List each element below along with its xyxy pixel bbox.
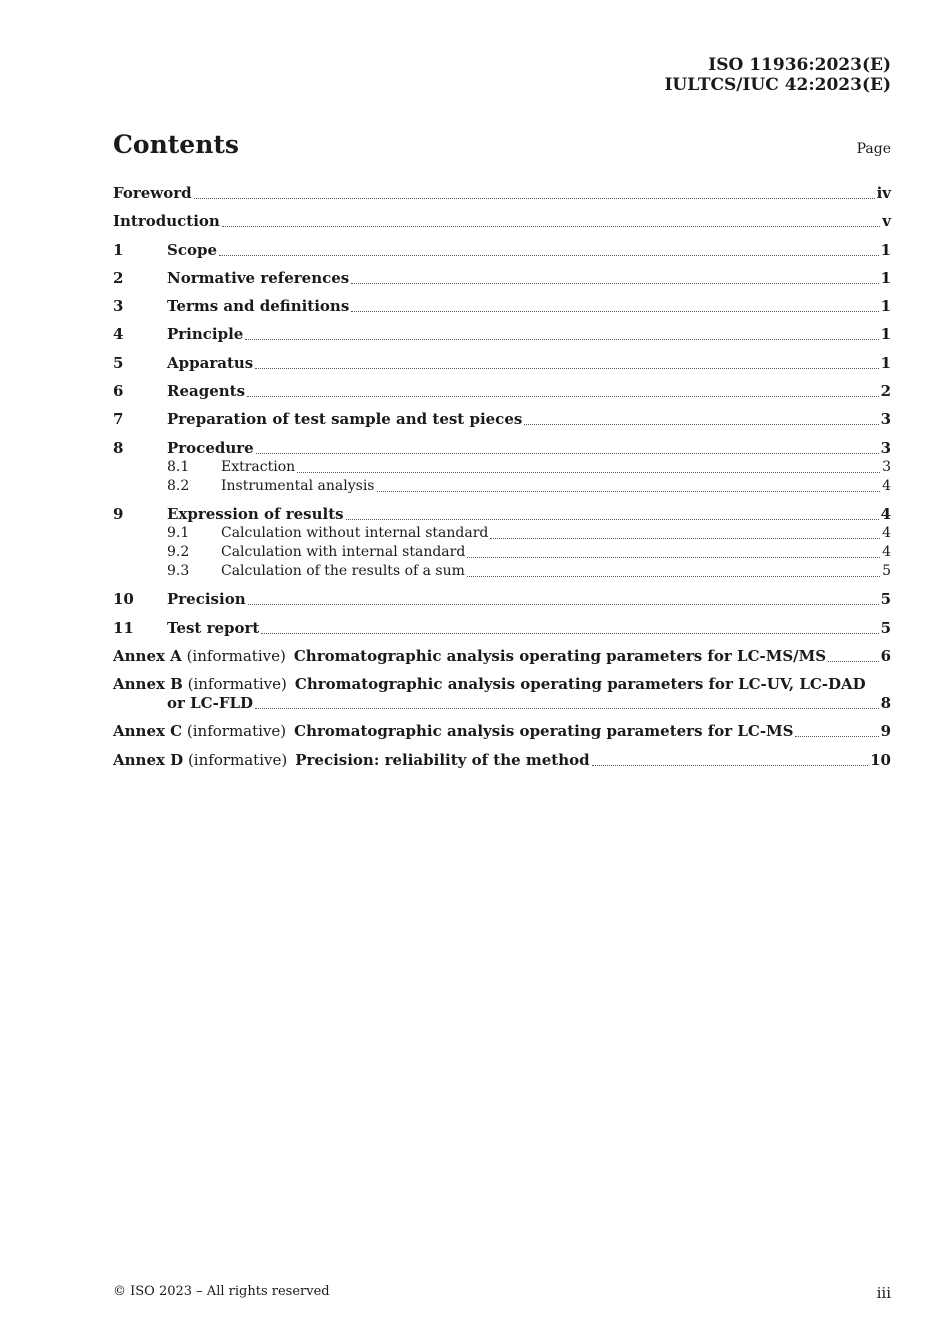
clause-number: 8 (113, 438, 124, 457)
standard-number-secondary: IULTCS/IUC 42:2023(E) (664, 75, 891, 95)
dot-leader (222, 226, 880, 227)
clause-number: 2 (113, 268, 124, 287)
toc-page: 8 (880, 694, 891, 713)
toc-entry-clause-9[interactable] (113, 505, 891, 524)
toc-page: 9 (880, 722, 891, 741)
page-number: iii (876, 1284, 891, 1302)
toc-page: 4 (882, 524, 891, 541)
toc-page: v (882, 212, 891, 231)
toc-label: Calculation without internal standard (221, 524, 489, 541)
dot-leader (377, 491, 881, 492)
dot-leader (255, 708, 879, 709)
title-row (113, 130, 891, 159)
annex-title: Chromatographic analysis operating parameters for LC-MS (294, 722, 794, 741)
annex-key: Annex C (113, 722, 183, 741)
dot-leader (255, 368, 878, 369)
toc-entry-clause-2[interactable] (113, 269, 891, 288)
subclause-number: 8.1 (167, 458, 190, 475)
dot-leader (297, 472, 880, 473)
toc-page: 5 (880, 618, 891, 637)
clause-number: 4 (113, 325, 124, 344)
toc-page: 1 (880, 353, 891, 372)
clause-number: 10 (113, 590, 134, 609)
toc-label: Precision (167, 590, 246, 609)
subclause-number: 8.2 (167, 477, 190, 494)
toc-page: 5 (880, 590, 891, 609)
toc-entry-introduction[interactable] (113, 212, 891, 231)
toc-label: Apparatus (167, 353, 254, 372)
toc-entry-annex-a[interactable] (113, 647, 891, 666)
table-of-contents (113, 184, 891, 770)
toc-label: Calculation with internal standard (221, 543, 466, 560)
dot-leader (194, 198, 875, 199)
toc-entry-clause-5[interactable] (113, 354, 891, 373)
dot-leader (247, 396, 879, 397)
toc-label: Scope (167, 240, 218, 259)
toc-page: 4 (882, 477, 891, 494)
dot-leader (351, 311, 878, 312)
annex-key: Annex A (113, 646, 182, 665)
toc-label: Test report (167, 618, 260, 637)
annex-type: (informative) (187, 750, 288, 769)
toc-entry-annex-b[interactable] (113, 675, 891, 694)
dot-leader (219, 255, 879, 256)
dot-leader (592, 765, 869, 766)
toc-entry-clause-1[interactable] (113, 241, 891, 260)
annex-type: (informative) (187, 675, 287, 694)
page-column-label: Page (856, 141, 891, 157)
toc-entry-annex-b-continued[interactable] (113, 694, 891, 713)
clause-number: 6 (113, 382, 124, 401)
toc-label: Procedure (167, 438, 254, 457)
toc-page: 1 (880, 240, 891, 259)
dot-leader (795, 736, 878, 737)
toc-entry-9-3[interactable] (113, 562, 891, 581)
dot-leader (256, 453, 879, 454)
toc-label: Expression of results (167, 504, 344, 523)
toc-entry-9-2[interactable] (113, 543, 891, 562)
toc-entry-clause-4[interactable] (113, 325, 891, 344)
clause-number: 9 (113, 504, 124, 523)
clause-number: 7 (113, 410, 124, 429)
toc-page: 2 (880, 382, 891, 401)
toc-page: iv (876, 184, 891, 202)
clause-number: 1 (113, 240, 124, 259)
dot-leader (351, 283, 878, 284)
toc-entry-clause-3[interactable] (113, 297, 891, 316)
dot-leader (346, 519, 879, 520)
toc-page: 4 (882, 543, 891, 560)
toc-entry-clause-7[interactable] (113, 410, 891, 429)
dot-leader (245, 339, 878, 340)
dot-leader (490, 538, 880, 539)
toc-entry-8-1[interactable] (113, 458, 891, 477)
toc-page: 3 (882, 458, 891, 475)
page-footer (113, 1284, 891, 1302)
annex-key: Annex D (113, 750, 184, 769)
toc-entry-foreword[interactable] (113, 184, 891, 203)
toc-label: Calculation of the results of a sum (221, 562, 465, 579)
toc-entry-clause-6[interactable] (113, 382, 891, 401)
toc-label: Principle (167, 325, 244, 344)
toc-entry-annex-d[interactable] (113, 751, 891, 770)
subclause-number: 9.2 (167, 543, 190, 560)
annex-key: Annex B (113, 675, 183, 694)
dot-leader (524, 424, 878, 425)
toc-label: Introduction (113, 212, 220, 231)
toc-entry-9-1[interactable] (113, 524, 891, 543)
toc-label: Normative references (167, 268, 350, 287)
toc-page: 1 (880, 325, 891, 344)
toc-label: Terms and definitions (167, 297, 350, 316)
toc-entry-clause-8[interactable] (113, 439, 891, 458)
annex-type: (informative) (186, 722, 287, 741)
clause-number: 3 (113, 297, 124, 316)
dot-leader (248, 604, 879, 605)
dot-leader (261, 633, 878, 634)
toc-label: Preparation of test sample and test pieces (167, 410, 523, 429)
subclause-number: 9.3 (167, 562, 190, 579)
toc-entry-annex-c[interactable] (113, 722, 891, 741)
clause-number: 11 (113, 618, 134, 637)
dot-leader (467, 576, 880, 577)
toc-page: 5 (882, 562, 891, 579)
subclause-number: 9.1 (167, 524, 190, 541)
toc-page: 3 (880, 410, 891, 429)
toc-page: 10 (870, 750, 891, 769)
toc-page: 3 (880, 438, 891, 457)
clause-number: 5 (113, 353, 124, 372)
page-title: Contents (113, 130, 240, 159)
toc-entry-clause-10[interactable] (113, 590, 891, 609)
toc-page: 1 (880, 268, 891, 287)
toc-label: Instrumental analysis (221, 477, 375, 494)
dot-leader (828, 661, 878, 662)
toc-entry-clause-11[interactable] (113, 619, 891, 638)
toc-page: 1 (880, 297, 891, 316)
toc-page: 6 (880, 646, 891, 665)
toc-label: Reagents (167, 382, 246, 401)
annex-title: Chromatographic analysis operating parameters for LC-MS/MS (293, 646, 827, 665)
annex-type: (informative) (186, 646, 286, 665)
document-header (664, 55, 891, 95)
annex-title: Chromatographic analysis operating parameters for LC-UV, LC-DAD (294, 675, 866, 694)
annex-title-continued: or LC-FLD (167, 694, 254, 713)
toc-page: 4 (880, 504, 891, 523)
standard-number: ISO 11936:2023(E) (708, 55, 891, 75)
toc-label: Foreword (113, 184, 192, 202)
toc-label: Extraction (221, 458, 296, 475)
annex-title: Precision: reliability of the method (295, 750, 590, 769)
toc-entry-8-2[interactable] (113, 477, 891, 496)
copyright-notice: © ISO 2023 – All rights reserved (113, 1284, 330, 1299)
dot-leader (467, 557, 880, 558)
